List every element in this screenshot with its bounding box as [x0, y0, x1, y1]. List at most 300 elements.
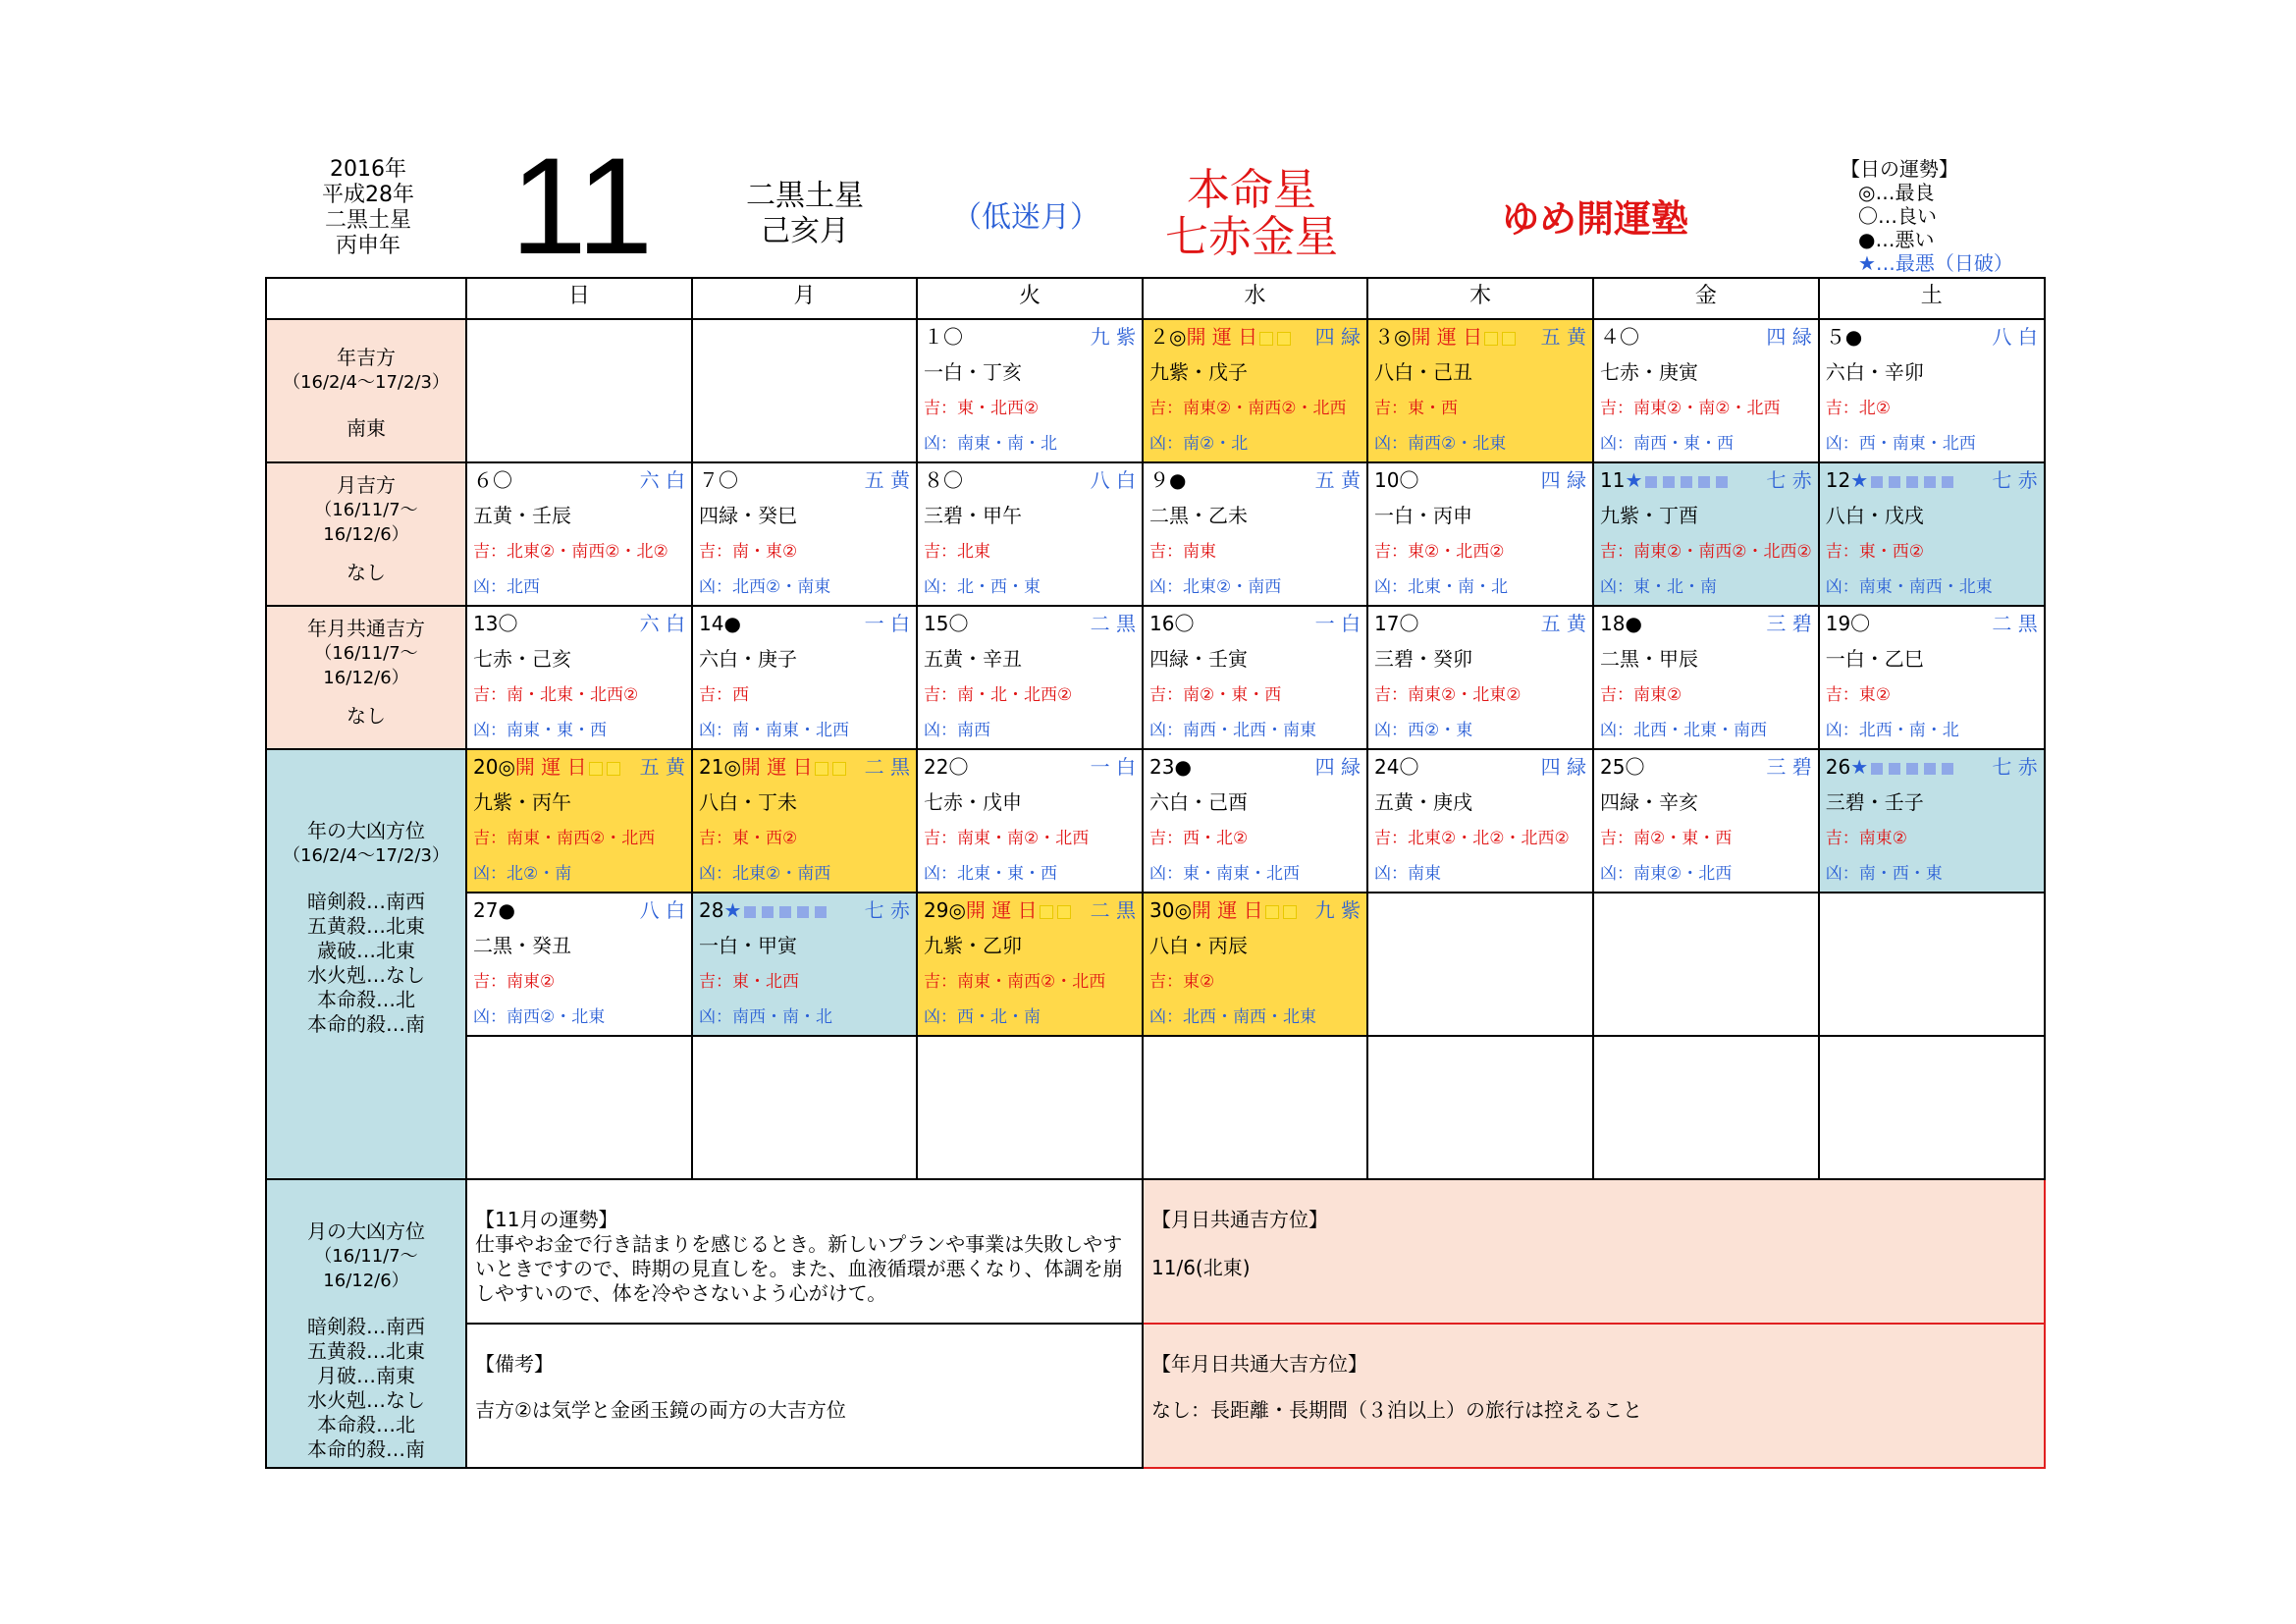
day-kyo: 凶：南西・南・北 — [699, 1007, 832, 1027]
day-cell[interactable] — [1143, 462, 1367, 606]
day-cell[interactable] — [1819, 462, 2045, 606]
side-item: 本命殺…北 — [317, 1413, 415, 1436]
side-item: 水火剋…なし — [307, 963, 425, 987]
day-kichi: 吉：南東② — [473, 972, 556, 992]
day-cell[interactable] — [1143, 319, 1367, 462]
day-header — [467, 893, 691, 927]
day-star: 八 白 — [639, 898, 685, 922]
side-nen-daikyo — [266, 749, 466, 1179]
year-line: 二黒土星 — [324, 208, 411, 233]
yellow-square-icon — [1266, 906, 1278, 918]
day-kanshi: 六白・己酉 — [1149, 790, 1248, 814]
empty-cell — [1819, 1036, 2045, 1179]
day-number: ６〇 — [473, 468, 512, 492]
day-number: 14● — [699, 612, 741, 635]
blue-square-icon — [1716, 476, 1728, 488]
biko-title: 【備考】 — [475, 1352, 554, 1376]
day-kanshi: 八白・丁未 — [699, 790, 797, 814]
side-value: なし — [347, 704, 386, 728]
day-number: 17〇 — [1374, 612, 1419, 635]
side-item: 暗剣殺…南西 — [307, 1315, 425, 1338]
day-header — [467, 750, 691, 784]
day-header — [918, 320, 1142, 353]
day-header — [918, 607, 1142, 640]
day-header — [918, 893, 1142, 927]
day-header — [693, 750, 916, 784]
kaiun-label: 開 運 日 — [514, 755, 587, 779]
day-star: 四 緑 — [1314, 325, 1361, 349]
side-range: （16/2/4～17/2/3） — [283, 845, 450, 866]
day-cell[interactable] — [466, 462, 692, 606]
day-header — [1820, 320, 2044, 353]
day-header — [1594, 320, 1818, 353]
day-number: 29◎ — [924, 898, 966, 922]
day-cell[interactable] — [917, 319, 1143, 462]
day-cell[interactable] — [1819, 319, 2045, 462]
yellow-square-icon — [1278, 333, 1290, 345]
day-kanshi: 二黒・癸丑 — [473, 934, 571, 957]
day-kanshi: 五黄・壬辰 — [473, 504, 571, 527]
day-kichi: 吉：南②・東・西 — [1600, 829, 1733, 848]
blue-square-icon — [1889, 476, 1900, 488]
day-star: 五 黄 — [1540, 612, 1586, 635]
day-cell[interactable] — [1143, 893, 1367, 1036]
kaiun-label: 開 運 日 — [1186, 325, 1258, 349]
day-cell[interactable] — [1367, 462, 1593, 606]
day-number: 18● — [1600, 612, 1642, 635]
day-star: 七 赤 — [1992, 755, 2038, 779]
blue-square-icon — [1889, 763, 1900, 775]
side-item: 暗剣殺…南西 — [307, 890, 425, 913]
day-kanshi: 七赤・己亥 — [473, 647, 571, 671]
day-cell[interactable] — [692, 462, 917, 606]
day-header — [1368, 463, 1592, 497]
weekday-sun: 日 — [466, 278, 692, 319]
day-cell[interactable] — [1593, 606, 1819, 749]
empty-cell — [917, 1036, 1143, 1179]
side-range: （16/11/7～ — [314, 643, 418, 664]
day-header — [1368, 607, 1592, 640]
worst-star-icon: ★ — [1625, 468, 1643, 492]
day-kichi: 吉：西 — [699, 685, 749, 705]
day-cell[interactable] — [1819, 749, 2045, 893]
day-kichi: 吉：南東・南西②・北西 — [924, 972, 1106, 992]
day-header — [1594, 463, 1818, 497]
day-kichi: 吉：南東② — [1600, 685, 1682, 705]
side-item: 月破…南東 — [317, 1364, 415, 1387]
day-star: 八 白 — [1992, 325, 2038, 349]
nengetsujitsu-box — [1143, 1324, 2045, 1468]
weekday-mon: 月 — [692, 278, 917, 319]
empty-day-cell — [466, 319, 692, 462]
empty-day-cell — [1819, 893, 2045, 1036]
day-kichi: 吉：西・北② — [1149, 829, 1249, 848]
side-range: 16/12/6） — [323, 1271, 409, 1291]
blue-square-icon — [744, 906, 756, 918]
honmei-value: 七赤金星 — [1165, 212, 1338, 262]
legend-item: ★…最悪（日破） — [1858, 251, 2013, 275]
day-kyo: 凶：北東・南・北 — [1374, 577, 1508, 597]
blue-square-icon — [797, 906, 809, 918]
day-kanshi: 四緑・辛亥 — [1600, 790, 1698, 814]
day-kichi: 吉：南東②・南西②・北西 — [1149, 399, 1347, 418]
day-number: 15〇 — [924, 612, 969, 635]
day-number: ３◎ — [1374, 325, 1412, 349]
weekday-thu: 木 — [1367, 278, 1593, 319]
side-title: 月の大凶方位 — [307, 1219, 425, 1243]
day-kichi: 吉：南②・東・西 — [1149, 685, 1282, 705]
legend-item: 〇…良い — [1858, 204, 1937, 228]
day-kanshi: 二黒・甲辰 — [1600, 647, 1698, 671]
day-number: 10〇 — [1374, 468, 1419, 492]
day-header — [1368, 320, 1592, 353]
day-star: 五 黄 — [639, 755, 685, 779]
day-kyo: 凶：北・西・東 — [924, 577, 1041, 597]
day-number: 27● — [473, 898, 515, 922]
day-kichi: 吉：東・北西 — [699, 972, 799, 992]
weekday-row — [266, 278, 2045, 319]
day-number: 30◎ — [1149, 898, 1192, 922]
day-header — [1820, 607, 2044, 640]
blue-square-icon — [1698, 476, 1710, 488]
kaiun-label: 開 運 日 — [740, 755, 813, 779]
day-star: 一 白 — [1090, 755, 1136, 779]
weekday-tue: 火 — [917, 278, 1143, 319]
nengetsujitsu-title: 【年月日共通大吉方位】 — [1151, 1352, 1367, 1376]
blue-square-icon — [1924, 763, 1936, 775]
day-kanshi: 七赤・戊申 — [924, 790, 1022, 814]
day-header — [918, 750, 1142, 784]
legend-item: ◎…最良 — [1858, 181, 1935, 204]
day-kichi: 吉：北東②・南西②・北② — [473, 542, 668, 562]
side-tsuki-kichi — [266, 462, 466, 606]
day-kyo: 凶：南東 — [1374, 864, 1441, 884]
side-range: （16/11/7～ — [314, 500, 418, 520]
worst-star-icon: ★ — [1850, 755, 1869, 779]
day-header — [693, 893, 916, 927]
day-kichi: 吉：東・西② — [699, 829, 798, 848]
side-item: 歳破…北東 — [317, 939, 415, 962]
day-header — [1144, 607, 1366, 640]
unsei-box — [466, 1179, 1143, 1324]
day-cell[interactable] — [1367, 749, 1593, 893]
day-number: 25〇 — [1600, 755, 1645, 779]
day-kichi: 吉：南東②・南西②・北西② — [1600, 542, 1812, 562]
day-header — [1820, 463, 2044, 497]
day-kyo: 凶：東・北・南 — [1600, 577, 1717, 597]
side-title: 月吉方 — [337, 473, 396, 497]
day-star: 二 黒 — [1090, 898, 1136, 922]
day-kanshi: 一白・甲寅 — [699, 934, 797, 957]
notes-row-2 — [266, 1324, 2045, 1468]
day-kanshi: 八白・丙辰 — [1149, 934, 1248, 957]
blue-square-icon — [1942, 763, 1953, 775]
day-kyo: 凶：南西・北西・南東 — [1149, 721, 1316, 740]
day-cell[interactable] — [1367, 319, 1593, 462]
month-type: （低迷月） — [952, 200, 1099, 235]
honmei-label: 本命星 — [1187, 165, 1316, 215]
day-number: 21◎ — [699, 755, 741, 779]
day-kyo: 凶：北西 — [473, 577, 540, 597]
day-number: １〇 — [924, 325, 963, 349]
unsei-text: 仕事やお金で行き詰まりを感じるとき。新しいプランや事業は失敗しやすいときですので、時期の見直しを。また、血液循環が悪くなり、体調を崩しやすいので、体を冷やさないよう心がけて。 — [475, 1232, 1123, 1305]
side-range: （16/11/7～ — [314, 1246, 418, 1267]
brand-name: ゆめ開運塾 — [1502, 197, 1689, 241]
day-kichi: 吉：北東 — [924, 542, 990, 562]
day-kichi: 吉：東② — [1149, 972, 1215, 992]
blue-square-icon — [1681, 476, 1692, 488]
day-star: 四 緑 — [1540, 755, 1586, 779]
day-number: 13〇 — [473, 612, 518, 635]
day-kyo: 凶：南東・南西・北東 — [1825, 577, 1993, 597]
day-kyo: 凶：北②・南 — [473, 864, 572, 884]
side-tsuki-daikyo — [266, 1179, 466, 1468]
day-star: 五 黄 — [1540, 325, 1586, 349]
day-kyo: 凶：南西②・北東 — [473, 1007, 606, 1027]
day-kanshi: 四緑・壬寅 — [1149, 647, 1248, 671]
day-kyo: 凶：東・南東・北西 — [1149, 864, 1300, 884]
day-number: ８〇 — [924, 468, 963, 492]
empty-cell — [1143, 1036, 1367, 1179]
notes-row-1 — [266, 1179, 2045, 1324]
day-star: 三 碧 — [1766, 612, 1812, 635]
side-item: 本命的殺…南 — [307, 1012, 425, 1036]
week-row-3 — [266, 606, 2045, 749]
day-cell[interactable] — [917, 462, 1143, 606]
day-kanshi: 九紫・戊子 — [1149, 360, 1248, 384]
day-kyo: 凶：西・北・南 — [924, 1007, 1041, 1027]
day-cell[interactable] — [1367, 606, 1593, 749]
day-star: 八 白 — [1090, 468, 1136, 492]
day-cell[interactable] — [466, 606, 692, 749]
day-kichi: 吉：東・西② — [1825, 542, 1924, 562]
day-cell[interactable] — [692, 893, 917, 1036]
legend — [1841, 157, 2013, 275]
day-kichi: 吉：南東② — [1825, 829, 1907, 848]
getsujitsu-text: 11/6(北東) — [1151, 1256, 1251, 1279]
day-number: 28★ — [699, 898, 742, 922]
side-title: 年月共通吉方 — [307, 617, 425, 640]
day-star: 六 白 — [639, 612, 685, 635]
day-kanshi: 六白・辛卯 — [1825, 360, 1924, 384]
year-line: 平成28年 — [322, 183, 414, 207]
day-star: 一 白 — [1314, 612, 1361, 635]
day-star: 九 紫 — [1314, 898, 1361, 922]
yellow-square-icon — [816, 763, 828, 775]
day-kyo: 凶：西②・東 — [1374, 721, 1473, 740]
day-number: ９● — [1149, 468, 1187, 492]
day-kyo: 凶：南東・東・西 — [473, 721, 607, 740]
day-kichi: 吉：南・東② — [699, 542, 798, 562]
day-cell[interactable] — [1593, 749, 1819, 893]
yellow-square-icon — [608, 763, 619, 775]
empty-cell — [466, 1036, 692, 1179]
empty-cell — [692, 1036, 917, 1179]
day-star: 一 白 — [864, 612, 910, 635]
blue-square-icon — [779, 906, 791, 918]
day-kanshi: 三碧・壬子 — [1825, 790, 1924, 814]
empty-day-cell — [1367, 893, 1593, 1036]
week-row-1 — [266, 319, 2045, 462]
day-star: 二 黒 — [1992, 612, 2038, 635]
month-star-line: 己亥月 — [761, 214, 849, 248]
day-kyo: 凶：北西・南・北 — [1825, 721, 1959, 740]
side-item: 本命殺…北 — [317, 988, 415, 1011]
day-kyo: 凶：南西 — [924, 721, 990, 740]
yellow-square-icon — [1058, 906, 1070, 918]
corner-cell — [266, 278, 466, 319]
year-info — [294, 157, 442, 259]
kaiun-label: 開 運 日 — [1191, 898, 1263, 922]
day-kanshi: 九紫・丙午 — [473, 790, 571, 814]
day-number: 23● — [1149, 755, 1192, 779]
side-nen-kichi — [266, 319, 466, 462]
day-kyo: 凶：北東・東・西 — [924, 864, 1057, 884]
day-number: ４〇 — [1600, 325, 1639, 349]
blue-square-icon — [1663, 476, 1675, 488]
blue-square-icon — [1906, 763, 1918, 775]
day-number: 11★ — [1600, 468, 1643, 492]
empty-cell — [1593, 1036, 1819, 1179]
yellow-square-icon — [1503, 333, 1515, 345]
month-star-line: 二黒土星 — [746, 179, 864, 213]
side-item: 五黄殺…北東 — [307, 914, 425, 938]
side-item: 水火剋…なし — [307, 1388, 425, 1412]
day-kyo: 凶：北西・南西・北東 — [1149, 1007, 1316, 1027]
week-row-6 — [266, 1036, 2045, 1179]
blue-square-icon — [1906, 476, 1918, 488]
day-header — [918, 463, 1142, 497]
day-kichi: 吉：南・北・北西② — [924, 685, 1073, 705]
day-kichi: 吉：北東②・北②・北西② — [1374, 829, 1570, 848]
day-kanshi: 五黄・庚戌 — [1374, 790, 1472, 814]
day-cell[interactable] — [917, 893, 1143, 1036]
day-kyo: 凶：北東②・南西 — [1149, 577, 1282, 597]
day-star: 九 紫 — [1090, 325, 1136, 349]
side-value: なし — [347, 561, 386, 584]
day-header — [693, 607, 916, 640]
day-kanshi: 二黒・乙未 — [1149, 504, 1248, 527]
biko-box — [466, 1324, 1143, 1468]
day-kanshi: 三碧・甲午 — [924, 504, 1022, 527]
side-value: 南東 — [347, 416, 386, 440]
day-number: 19〇 — [1825, 612, 1871, 635]
blue-square-icon — [1645, 476, 1657, 488]
empty-cell — [1367, 1036, 1593, 1179]
week-row-4 — [266, 749, 2045, 893]
yellow-square-icon — [1041, 906, 1052, 918]
day-kyo: 凶：北東②・南西 — [699, 864, 831, 884]
day-header — [1144, 893, 1366, 927]
day-number: ７〇 — [699, 468, 738, 492]
day-cell[interactable] — [1819, 606, 2045, 749]
day-cell[interactable] — [917, 749, 1143, 893]
getsujitsu-title: 【月日共通吉方位】 — [1151, 1208, 1328, 1231]
yellow-square-icon — [590, 763, 602, 775]
side-title: 年の大凶方位 — [307, 819, 425, 842]
day-cell[interactable] — [692, 606, 917, 749]
day-star: 六 白 — [639, 468, 685, 492]
unsei-title: 【11月の運勢】 — [475, 1208, 618, 1231]
day-star: 五 黄 — [864, 468, 910, 492]
day-cell[interactable] — [917, 606, 1143, 749]
day-kichi: 吉：南・北東・北西② — [473, 685, 639, 705]
empty-day-cell — [1593, 893, 1819, 1036]
legend-title: 【日の運勢】 — [1841, 157, 1958, 181]
blue-square-icon — [815, 906, 827, 918]
weekday-wed: 水 — [1143, 278, 1367, 319]
day-kyo: 凶：南西②・北東 — [1374, 434, 1507, 454]
day-number: 12★ — [1825, 468, 1869, 492]
day-header — [1594, 607, 1818, 640]
day-number: ２◎ — [1149, 325, 1187, 349]
day-kyo: 凶：北西・北東・南西 — [1600, 721, 1767, 740]
day-cell[interactable] — [466, 893, 692, 1036]
year-line: 2016年 — [330, 157, 406, 182]
side-range: （16/2/4～17/2/3） — [283, 372, 450, 393]
day-cell[interactable] — [1143, 749, 1367, 893]
day-number: 20◎ — [473, 755, 515, 779]
day-star: 二 黒 — [864, 755, 910, 779]
day-header — [1820, 750, 2044, 784]
calendar-table — [265, 277, 2046, 1469]
day-kanshi: 七赤・庚寅 — [1600, 360, 1698, 384]
day-kanshi: 五黄・辛丑 — [924, 647, 1022, 671]
weekday-sat: 土 — [1819, 278, 2045, 319]
day-kyo: 凶：北西②・南東 — [699, 577, 831, 597]
legend-item: ●…悪い — [1858, 228, 1935, 251]
day-header — [1144, 750, 1366, 784]
day-kichi: 吉：南東②・南②・北西 — [1600, 399, 1781, 418]
blue-square-icon — [1871, 763, 1883, 775]
side-range: 16/12/6） — [323, 668, 409, 688]
day-kichi: 吉：南東・南西②・北西 — [473, 829, 656, 848]
day-kanshi: 九紫・丁酉 — [1600, 504, 1698, 527]
day-kichi: 吉：南東 — [1149, 542, 1216, 562]
day-cell[interactable] — [1593, 462, 1819, 606]
day-kichi: 吉：北② — [1825, 399, 1891, 418]
month-number: 11 — [510, 129, 654, 283]
yellow-square-icon — [1485, 333, 1497, 345]
day-kichi: 吉：南東②・北東② — [1374, 685, 1522, 705]
day-kichi: 吉：東・北西② — [924, 399, 1040, 418]
day-star: 七 赤 — [1992, 468, 2038, 492]
day-kyo: 凶：南②・北 — [1149, 434, 1249, 454]
yellow-square-icon — [1260, 333, 1272, 345]
blue-square-icon — [1871, 476, 1883, 488]
day-number: 26★ — [1825, 755, 1869, 779]
day-header — [1144, 463, 1366, 497]
kaiun-label: 開 運 日 — [1411, 325, 1483, 349]
day-kyo: 凶：南東・南・北 — [924, 434, 1057, 454]
day-kyo: 凶：南西・東・西 — [1600, 434, 1734, 454]
day-star: 七 赤 — [1766, 468, 1812, 492]
day-number: 22〇 — [924, 755, 969, 779]
worst-star-icon: ★ — [723, 898, 742, 922]
day-cell[interactable] — [1143, 606, 1367, 749]
day-star: 三 碧 — [1766, 755, 1812, 779]
day-cell[interactable] — [692, 749, 917, 893]
day-cell[interactable] — [466, 749, 692, 893]
day-header — [467, 607, 691, 640]
day-kyo: 凶：南・南東・北西 — [699, 721, 849, 740]
empty-day-cell — [692, 319, 917, 462]
day-header — [1594, 750, 1818, 784]
day-header — [467, 463, 691, 497]
day-cell[interactable] — [1593, 319, 1819, 462]
yellow-square-icon — [833, 763, 845, 775]
day-star: 四 緑 — [1540, 468, 1586, 492]
